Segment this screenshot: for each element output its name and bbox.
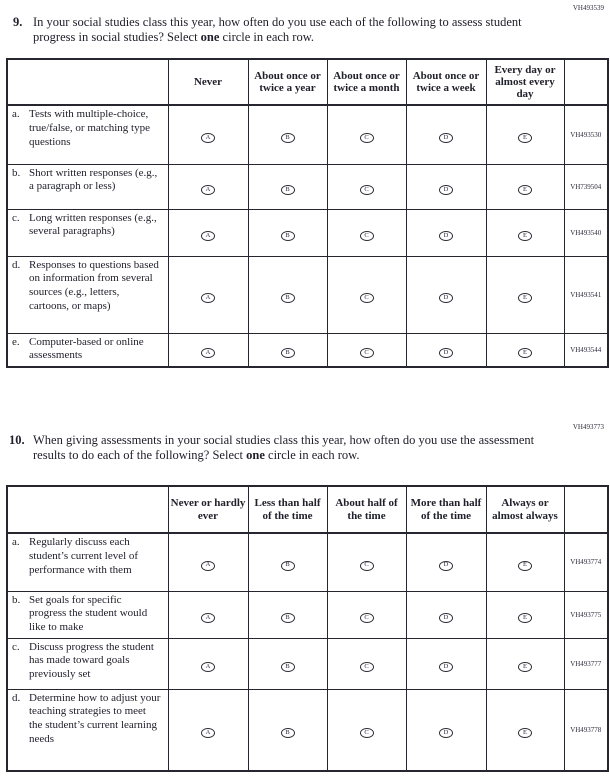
response-bubble-a[interactable]: A <box>201 728 215 738</box>
response-bubble-e[interactable]: E <box>518 231 532 241</box>
row-letter: a. <box>12 108 20 120</box>
option-cell <box>486 689 564 771</box>
option-cell <box>168 638 248 689</box>
option-cell <box>248 209 327 256</box>
option-cell <box>248 638 327 689</box>
column-header: Never <box>168 59 248 105</box>
option-cell <box>168 591 248 638</box>
option-cell <box>486 591 564 638</box>
option-cell <box>327 105 406 164</box>
response-bubble-a[interactable]: A <box>201 348 215 358</box>
response-bubble-d[interactable]: D <box>439 561 453 571</box>
response-bubble-b[interactable]: B <box>281 561 295 571</box>
response-bubble-b[interactable]: B <box>281 728 295 738</box>
column-header: About once or twice a year <box>248 59 327 105</box>
question-9-table <box>6 58 609 368</box>
question-9-number: 9. <box>13 15 23 29</box>
response-bubble-c[interactable]: C <box>360 293 374 303</box>
row-label: Long written responses (e.g., several paragraphs) <box>29 211 157 238</box>
item-code: VH493778 <box>564 689 608 771</box>
response-bubble-d[interactable]: D <box>439 613 453 623</box>
option-cell <box>486 533 564 591</box>
response-bubble-d[interactable]: D <box>439 231 453 241</box>
option-cell <box>327 164 406 209</box>
response-bubble-a[interactable]: A <box>201 231 215 241</box>
response-bubble-c[interactable]: C <box>360 133 374 143</box>
response-bubble-c[interactable]: C <box>360 662 374 672</box>
option-cell <box>406 638 486 689</box>
option-cell <box>406 333 486 367</box>
column-header: Less than half of the time <box>248 486 327 533</box>
item-code: VH493541 <box>564 256 608 333</box>
question-9-text <box>33 15 543 46</box>
response-bubble-a[interactable]: A <box>201 613 215 623</box>
row-label-cell <box>7 533 168 591</box>
response-bubble-c[interactable]: C <box>360 613 374 623</box>
table-row <box>7 105 608 164</box>
question-10-prompt <box>9 433 545 464</box>
response-bubble-b[interactable]: B <box>281 185 295 195</box>
response-bubble-b[interactable]: B <box>281 231 295 241</box>
column-header: Every day or almost every day <box>486 59 564 105</box>
row-label-column-header <box>7 486 168 533</box>
response-bubble-d[interactable]: D <box>439 348 453 358</box>
option-cell <box>486 164 564 209</box>
option-cell <box>486 333 564 367</box>
row-label: Determine how to adjust your teaching strategies to meet the student’s current learning needs <box>29 691 161 745</box>
response-bubble-a[interactable]: A <box>201 662 215 672</box>
row-label: Regularly discuss each student’s current level of performance with them <box>29 536 139 576</box>
response-bubble-b[interactable]: B <box>281 133 295 143</box>
row-label-cell <box>7 591 168 638</box>
response-bubble-e[interactable]: E <box>518 662 532 672</box>
table-row <box>7 591 608 638</box>
response-bubble-e[interactable]: E <box>518 613 532 623</box>
option-cell <box>327 533 406 591</box>
option-cell <box>168 333 248 367</box>
item-code: VH493777 <box>564 638 608 689</box>
item-code: VH493530 <box>564 105 608 164</box>
response-bubble-e[interactable]: E <box>518 728 532 738</box>
response-bubble-a[interactable]: A <box>201 293 215 303</box>
response-bubble-d[interactable]: D <box>439 133 453 143</box>
header-row <box>7 59 608 105</box>
option-cell <box>168 209 248 256</box>
table-row <box>7 533 608 591</box>
row-label-column-header <box>7 59 168 105</box>
item-code: VH493544 <box>564 333 608 367</box>
question-9-text-bold: one <box>200 30 220 45</box>
option-cell <box>327 591 406 638</box>
response-bubble-b[interactable]: B <box>281 293 295 303</box>
option-cell <box>327 333 406 367</box>
response-bubble-c[interactable]: C <box>360 231 374 241</box>
row-label-cell <box>7 333 168 367</box>
response-bubble-e[interactable]: E <box>518 133 532 143</box>
row-label: Discuss progress the student has made toward goals previously set <box>29 640 154 680</box>
row-label-cell <box>7 638 168 689</box>
row-label-cell <box>7 105 168 164</box>
row-label: Responses to questions based on information from several sources (e.g., letters, cartoons, or maps) <box>29 258 159 312</box>
option-cell <box>248 164 327 209</box>
option-cell <box>486 209 564 256</box>
table-row <box>7 209 608 256</box>
question-10-number: 10. <box>9 433 25 447</box>
response-bubble-c[interactable]: C <box>360 561 374 571</box>
response-bubble-c[interactable]: C <box>360 185 374 195</box>
question-10-text <box>33 433 545 464</box>
option-cell <box>486 256 564 333</box>
table-row <box>7 333 608 367</box>
option-cell <box>248 333 327 367</box>
option-cell <box>168 256 248 333</box>
response-bubble-a[interactable]: A <box>201 561 215 571</box>
question-10-text-bold: one <box>246 448 265 463</box>
row-letter: c. <box>12 211 20 224</box>
row-letter: c. <box>12 640 20 653</box>
row-letter: a. <box>12 536 20 548</box>
row-label-cell <box>7 689 168 771</box>
question-9-prompt <box>13 15 543 46</box>
row-letter: e. <box>12 335 20 348</box>
option-cell <box>406 164 486 209</box>
row-letter: d. <box>12 691 21 704</box>
option-cell <box>168 105 248 164</box>
row-letter: b. <box>12 593 21 606</box>
response-bubble-e[interactable]: E <box>518 348 532 358</box>
table-row <box>7 164 608 209</box>
row-label-cell <box>7 256 168 333</box>
question-9-text-suffix: circle in each row. <box>219 30 315 45</box>
option-cell <box>248 533 327 591</box>
column-header: About once or twice a month <box>327 59 406 105</box>
row-label: Set goals for specific progress the student would like to make <box>29 593 148 633</box>
response-bubble-d[interactable]: D <box>439 662 453 672</box>
item-code: VH493775 <box>564 591 608 638</box>
response-bubble-b[interactable]: B <box>281 662 295 672</box>
column-header: Never or hardly ever <box>168 486 248 533</box>
option-cell <box>248 105 327 164</box>
question-10-text-suffix: circle in each row. <box>264 448 360 463</box>
option-cell <box>248 256 327 333</box>
option-cell <box>406 533 486 591</box>
table-row <box>7 256 608 333</box>
row-label: Computer-based or online assessments <box>29 335 144 362</box>
option-cell <box>486 105 564 164</box>
item-code: VH493774 <box>564 533 608 591</box>
response-bubble-d[interactable]: D <box>439 293 453 303</box>
question-9-text-prefix: In your social studies class this year, how often do you use each of the following to assess student progress in social studies? Select <box>33 15 522 45</box>
option-cell <box>327 209 406 256</box>
row-label: Short written responses (e.g., a paragraph or less) <box>29 166 158 193</box>
row-label: Tests with multiple-choice, true/false, or matching type questions <box>29 108 150 148</box>
response-bubble-b[interactable]: B <box>281 348 295 358</box>
column-header: About half of the time <box>327 486 406 533</box>
option-cell <box>327 638 406 689</box>
column-header: Always or almost always <box>486 486 564 533</box>
header-row <box>7 486 608 533</box>
response-bubble-b[interactable]: B <box>281 613 295 623</box>
response-bubble-c[interactable]: C <box>360 728 374 738</box>
response-bubble-a[interactable]: A <box>201 133 215 143</box>
row-label-cell <box>7 164 168 209</box>
option-cell <box>406 591 486 638</box>
response-bubble-e[interactable]: E <box>518 185 532 195</box>
column-header: More than half of the time <box>406 486 486 533</box>
code-column-header <box>564 486 608 533</box>
option-cell <box>406 689 486 771</box>
response-bubble-e[interactable]: E <box>518 293 532 303</box>
question-10-text-prefix: When giving assessments in your social studies class this year, how often do you use the assessment results to do each of the following? Select <box>33 433 535 463</box>
question-10-code: VH493773 <box>572 423 604 431</box>
option-cell <box>168 689 248 771</box>
item-code: VH739504 <box>564 164 608 209</box>
response-bubble-a[interactable]: A <box>201 185 215 195</box>
table-row <box>7 689 608 771</box>
item-code: VH493540 <box>564 209 608 256</box>
option-cell <box>406 256 486 333</box>
option-cell <box>406 105 486 164</box>
response-bubble-c[interactable]: C <box>360 348 374 358</box>
question-10-table <box>6 485 609 772</box>
option-cell <box>248 689 327 771</box>
response-bubble-d[interactable]: D <box>439 728 453 738</box>
option-cell <box>327 689 406 771</box>
option-cell <box>248 591 327 638</box>
question-9-code: VH493539 <box>572 4 604 12</box>
option-cell <box>406 209 486 256</box>
code-column-header <box>564 59 608 105</box>
column-header: About once or twice a week <box>406 59 486 105</box>
option-cell <box>168 533 248 591</box>
row-label-cell <box>7 209 168 256</box>
response-bubble-d[interactable]: D <box>439 185 453 195</box>
option-cell <box>327 256 406 333</box>
response-bubble-e[interactable]: E <box>518 561 532 571</box>
option-cell <box>168 164 248 209</box>
option-cell <box>486 638 564 689</box>
row-letter: d. <box>12 258 21 271</box>
row-letter: b. <box>12 166 21 179</box>
table-row <box>7 638 608 689</box>
